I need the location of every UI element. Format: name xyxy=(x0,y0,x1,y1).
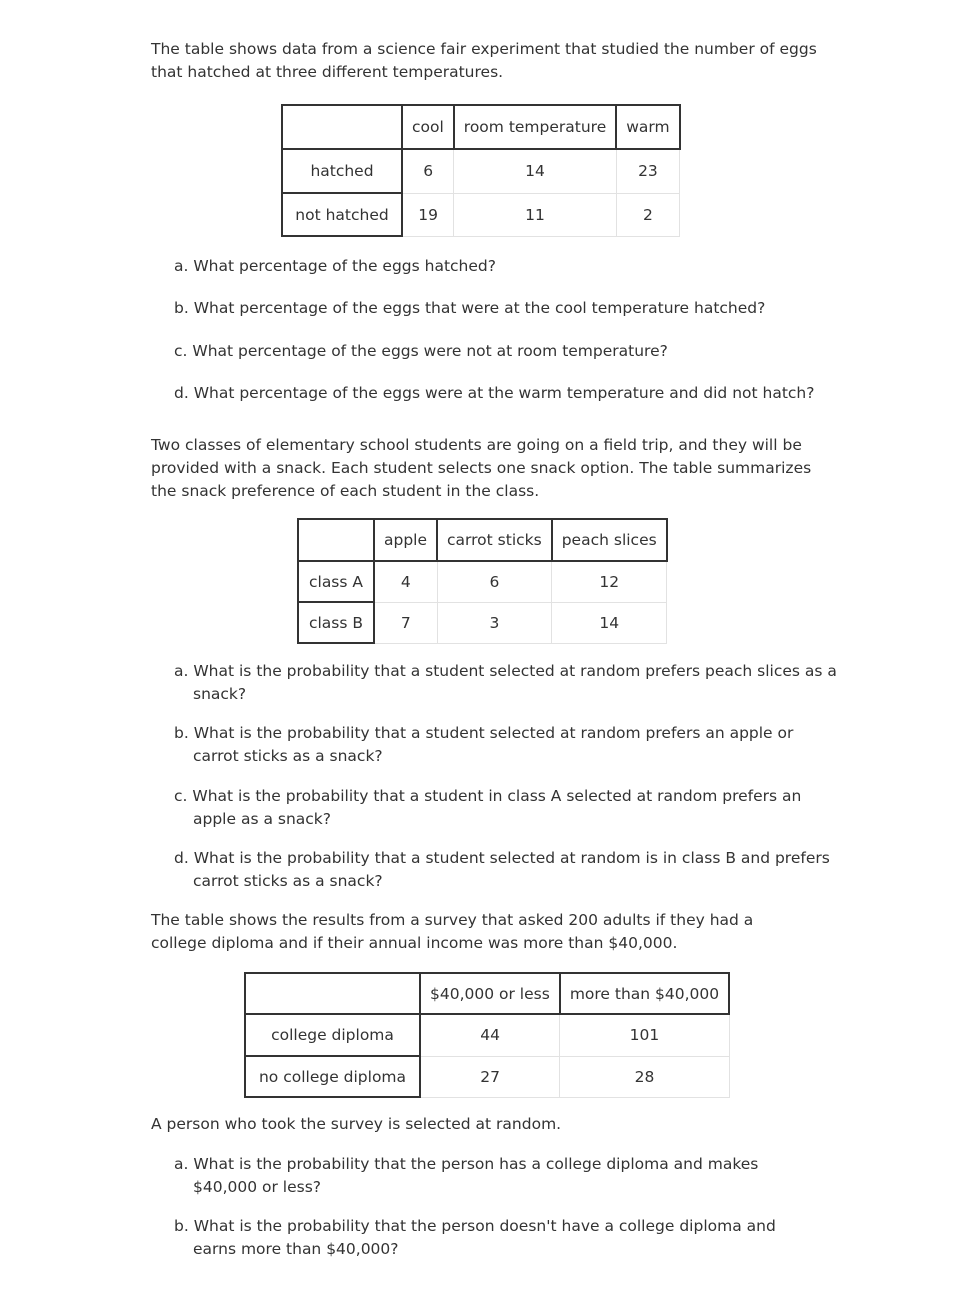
col-header: peach slices xyxy=(552,519,667,561)
cell: 11 xyxy=(454,193,616,236)
cell: 14 xyxy=(454,149,616,193)
cell: 23 xyxy=(616,149,679,193)
question: b. What is the probability that a student selected at random prefers an apple or carrot sticks as a snack? xyxy=(174,724,794,765)
table-row xyxy=(245,1056,729,1097)
row-header: college diploma xyxy=(245,1014,420,1056)
cell: 101 xyxy=(560,1014,729,1056)
question: c. What percentage of the eggs were not at room temperature? xyxy=(174,342,668,360)
row-header: hatched xyxy=(282,149,402,193)
corner-cell xyxy=(298,519,374,561)
row-header: class A xyxy=(298,561,374,602)
table-row xyxy=(282,149,680,193)
col-header: carrot sticks xyxy=(437,519,552,561)
question: d. What is the probability that a student selected at random is in class B and prefers carrot sticks as a snack? xyxy=(174,849,830,890)
cell: 4 xyxy=(374,561,437,602)
question: b. What is the probability that the person doesn't have a college diploma and earns more than $40,000? xyxy=(174,1217,776,1258)
col-header: warm xyxy=(616,105,679,149)
cell: 19 xyxy=(402,193,454,236)
table-row xyxy=(298,602,667,643)
col-header: $40,000 or less xyxy=(420,973,560,1014)
egg-intro: The table shows data from a science fair experiment that studied the number of eggs that hatched at three different temperatures. xyxy=(151,40,817,81)
cell: 3 xyxy=(437,602,552,643)
col-header: more than $40,000 xyxy=(560,973,729,1014)
col-header: room temperature xyxy=(454,105,616,149)
corner-cell xyxy=(245,973,420,1014)
question: b. What percentage of the eggs that were at the cool temperature hatched? xyxy=(174,299,766,317)
question: c. What is the probability that a student in class A selected at random prefers an apple as a snack? xyxy=(174,787,802,828)
survey-note: A person who took the survey is selected at random. xyxy=(151,1115,562,1133)
table-row xyxy=(245,1014,729,1056)
cell: 27 xyxy=(420,1056,560,1097)
snack-table xyxy=(297,518,668,644)
col-header: cool xyxy=(402,105,454,149)
row-header: not hatched xyxy=(282,193,402,236)
row-header: class B xyxy=(298,602,374,643)
table-row xyxy=(298,561,667,602)
egg-table xyxy=(281,104,681,237)
table-row xyxy=(282,193,680,236)
question: a. What is the probability that a student selected at random prefers peach slices as a snack? xyxy=(174,662,837,703)
cell: 2 xyxy=(616,193,679,236)
question: a. What is the probability that the person has a college diploma and makes $40,000 or less? xyxy=(174,1155,759,1196)
cell: 6 xyxy=(402,149,454,193)
snack-intro: Two classes of elementary school students are going on a field trip, and they will be provided with a snack. Each student selects one snack option. The table summarizes the snack preference of each student in the class. xyxy=(151,436,812,500)
question: d. What percentage of the eggs were at the warm temperature and did not hatch? xyxy=(174,384,815,402)
survey-table xyxy=(244,972,730,1098)
row-header: no college diploma xyxy=(245,1056,420,1097)
cell: 12 xyxy=(552,561,667,602)
cell: 6 xyxy=(437,561,552,602)
col-header: apple xyxy=(374,519,437,561)
cell: 44 xyxy=(420,1014,560,1056)
cell: 28 xyxy=(560,1056,729,1097)
cell: 7 xyxy=(374,602,437,643)
corner-cell xyxy=(282,105,402,149)
question: a. What percentage of the eggs hatched? xyxy=(174,257,496,275)
cell: 14 xyxy=(552,602,667,643)
survey-intro: The table shows the results from a survey that asked 200 adults if they had a college diploma and if their annual income was more than $40,000. xyxy=(151,911,754,952)
